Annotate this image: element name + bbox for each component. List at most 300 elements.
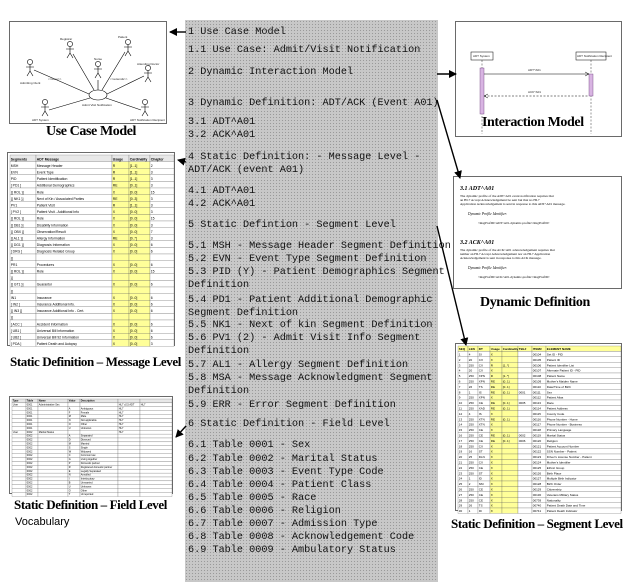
table-cell-text: [1..1] (129, 170, 138, 175)
table-cell-text: Patient Account Number (546, 444, 580, 449)
table-cell-text: Multiple Birth Indicator (546, 476, 577, 481)
table-cell (10, 254, 36, 261)
toc-entry: 5 Static Defintion - Segment Level (188, 220, 396, 231)
table-cell-text: Patient Alias (546, 395, 564, 400)
table-cell-text: 250 (468, 487, 474, 492)
table-cell (502, 459, 518, 464)
table-cell-text: [0..0] (129, 328, 138, 333)
table-cell-text: 3 (150, 210, 153, 215)
toc-entry: 6.8 Table 0008 - Acknowledgement Code (188, 532, 415, 543)
table-cell-text: R (68, 465, 71, 469)
table-header: SEQ (458, 347, 466, 352)
table-cell-text: 6 (150, 282, 153, 287)
table-cell-text: User (12, 403, 19, 407)
table-cell-text: M (68, 442, 71, 446)
table-cell-text: SSN Number - Patient (546, 449, 577, 454)
table-cell-text: CX (478, 460, 483, 465)
toc-entry: 4.1 ADT^A01 (188, 186, 256, 197)
table-cell-text: Religion (546, 438, 558, 443)
table-cell (118, 481, 140, 485)
table-cell-text: Procedures (36, 262, 55, 267)
table-cell-text: HL7 (118, 411, 124, 415)
table-cell (150, 261, 174, 268)
table-cell-text: 0001 (26, 423, 33, 426)
table-cell (38, 407, 68, 411)
table-cell (140, 438, 172, 442)
table-cell-text: 0006 (518, 438, 526, 443)
table-cell (502, 411, 518, 416)
table-cell (12, 454, 26, 458)
table-cell-text: Universal Bill 92 Information (36, 335, 80, 340)
table-cell-text: 0002 (26, 469, 33, 473)
table-cell-text: 250 (468, 428, 474, 433)
table-cell (38, 454, 68, 458)
table-cell-text: PID (10, 177, 17, 182)
table-cell-text: X (112, 243, 116, 248)
table-cell-text: 00111 (532, 390, 541, 395)
diagram-label: Attending Doctor (137, 62, 160, 66)
table-cell-text: CX (478, 444, 483, 449)
table-cell-text: Event Type (36, 170, 54, 175)
field-level-caption: Static Definition – Field Level (14, 497, 167, 512)
table-cell-text: Accident Information (36, 322, 68, 327)
table-cell-text: Common law (80, 454, 96, 458)
table-cell-text: X (112, 210, 116, 215)
table-cell-text: SI (478, 352, 482, 357)
actor-icon (144, 65, 152, 82)
table-cell-text: 6 (150, 243, 153, 248)
table-cell-text: 0002 (26, 462, 33, 465)
table-cell-text: [1..1] (129, 163, 138, 168)
table-cell (36, 274, 112, 281)
table-cell-text: [0..1] (502, 390, 510, 395)
toc-entry: 5.3 PID (Y) - Patient Demographics Segment (188, 267, 445, 278)
table-cell-text: R (112, 203, 116, 208)
table-cell (12, 426, 26, 430)
table-cell-text: TS (478, 384, 483, 389)
table-cell-text: RE (490, 390, 495, 395)
table-cell (12, 407, 26, 411)
table-cell (518, 405, 532, 410)
table-cell (140, 407, 172, 411)
table-cell-text: 8 (458, 390, 461, 395)
table-header: Segments (10, 157, 28, 162)
table-cell-text: [ UB2 ] (10, 335, 22, 340)
diagram-label: <<extends>> (110, 77, 128, 81)
table-cell-text: 6 (150, 309, 153, 314)
table-cell-text: Phone Number - Home (546, 417, 578, 422)
table-cell-text: Patient Identifier List (546, 363, 574, 368)
table-cell (118, 461, 140, 465)
table-cell-text: Patient Death Date and Time (546, 503, 586, 508)
table-cell-text: XPN (478, 379, 485, 384)
diagram-label: <<uses>> (48, 77, 62, 81)
table-cell-text: 00112 (532, 395, 541, 400)
table-cell-text: Driver's License Number - Patient (546, 455, 592, 460)
table-cell-text: XTN (478, 422, 485, 427)
toc-entry: 6.4 Table 0004 - Patient Class (188, 480, 372, 491)
table-cell-text: Guarantor (36, 282, 53, 287)
table-cell (36, 287, 112, 294)
table-cell-text: 00105 (532, 357, 542, 362)
table-cell (518, 454, 532, 459)
table-cell (38, 481, 68, 485)
table-cell-text: F (68, 411, 71, 415)
table-cell-text: HL7 v2.5 ADT (118, 403, 135, 407)
toc-entry: 5.5 NK1 - Next of kin Segment Definition (188, 320, 433, 331)
actor-icon (141, 99, 149, 116)
table-cell-text: 0002 (26, 454, 33, 458)
diagram-label: The dynamic profile of the ACK^A01 acknowledgement requires that (460, 248, 555, 252)
table-header: Name (38, 399, 46, 403)
table-cell (518, 470, 532, 475)
toc-entry: 4 Static Definition: - Message Level - (188, 152, 421, 163)
table-cell-text: 250 (468, 395, 474, 400)
table-cell-text: 6 (150, 335, 153, 340)
table-cell (150, 228, 174, 235)
table-cell (518, 476, 532, 481)
table-cell-text: [0..1] (502, 384, 510, 389)
table-cell-text: 2 (468, 482, 471, 487)
table-cell-text: 00123 (532, 455, 542, 460)
table-cell (118, 442, 140, 446)
table-cell (502, 508, 518, 513)
toc-entry: 6.7 Table 0007 - Admission Type (188, 519, 378, 530)
table-cell-text: 21 (458, 460, 463, 465)
table-cell-text: XAD (478, 406, 485, 411)
table-cell (38, 469, 68, 473)
table-cell-text: CE (478, 401, 483, 406)
table-cell (150, 274, 174, 281)
table-cell-text: X (490, 352, 493, 357)
table-cell (140, 489, 172, 493)
table-cell-text: CX (478, 363, 483, 368)
table-cell-text: Living together (80, 458, 98, 462)
table-cell (12, 438, 26, 442)
table-cell-text: HL7 (118, 430, 124, 434)
table-cell-text: 0001 (26, 415, 33, 419)
table-cell-text: Patient Address (546, 406, 568, 411)
message-level-thumbnail (7, 152, 175, 346)
table-cell-text: Next of Kin / Associated Parties (36, 196, 85, 201)
table-cell-text: Ethnic Group (546, 465, 565, 470)
table-cell-text: County Code (546, 411, 565, 416)
table-cell (546, 389, 621, 394)
table-cell-text: X (490, 428, 493, 433)
table-cell (118, 477, 140, 481)
table-cell-text: Role (36, 269, 44, 274)
table-cell-text: 00109 (532, 379, 542, 384)
diagram-label: Application Acknowledgement is sent in response to this ADT^A01 message. (460, 202, 566, 206)
table-header: Chapter (150, 157, 164, 162)
table-cell (150, 307, 174, 314)
table-cell-text: 250 (468, 406, 474, 411)
table-cell-text: 0002 (26, 450, 33, 454)
table-cell-text: X (490, 444, 493, 449)
table-cell-text: Registered domestic partner (80, 465, 113, 469)
table-cell-text: Unmarried (80, 481, 93, 485)
table-cell-text: TS (478, 503, 483, 508)
toc-entry: 6.1 Table 0001 - Sex (188, 440, 311, 451)
table-cell-text: Nationality (546, 498, 561, 503)
message-level-caption: Static Definition – Message Level (10, 354, 181, 369)
table-cell-text: 00121 (532, 444, 542, 449)
table-header: ADT Message (36, 157, 60, 162)
toc-entry: 6.2 Table 0002 - Marital Status (188, 454, 378, 465)
table-cell-text: [0..1] (502, 438, 510, 443)
toc-entry: 5.6 PV1 (2) - Admit Visit Info Segment (188, 333, 421, 344)
table-cell (112, 254, 129, 261)
table-cell (518, 411, 532, 416)
table-cell-text: Phone Number - Business (546, 422, 582, 427)
table-cell (10, 274, 36, 281)
toc-entry: 1 Use Case Model (188, 27, 286, 38)
table-cell-text: 250 (468, 438, 474, 443)
table-cell-text: Ambiguous (80, 407, 94, 411)
table-cell-text: RE (490, 417, 495, 422)
diagram-label: ADT^A01 (528, 68, 541, 72)
table-cell-text: [0..0] (129, 243, 138, 248)
table-cell-text: Marital Status (38, 430, 55, 434)
table-cell-text: RE (112, 236, 118, 241)
table-cell-text: X (490, 411, 493, 416)
table-cell-text: XPN (478, 374, 485, 379)
table-cell-text: [{ GT1 }] (10, 282, 24, 287)
table-cell-text: 00122 (532, 449, 542, 454)
table-cell (12, 461, 26, 465)
table-cell-text: 17 (458, 438, 463, 443)
table-cell-text: DLN (478, 455, 485, 460)
table-cell-text: 16 (468, 449, 473, 454)
table-cell-text: Sex (546, 390, 552, 395)
table-cell-text: [{ DB1 }] (10, 223, 24, 228)
table-cell-text: O (68, 489, 71, 493)
table-cell (38, 426, 68, 430)
table-cell (140, 411, 172, 415)
table-cell-text: }] (10, 276, 13, 281)
table-cell (518, 427, 532, 432)
table-cell (150, 313, 174, 320)
table-cell-text: [0..1] (502, 433, 510, 438)
table-cell-text: 00107 (532, 368, 542, 373)
table-cell-text: 20 (468, 368, 473, 373)
toc-entry: 3 Dynamic Definition: ADT/ACK (Event A01) (188, 98, 439, 109)
table-cell-text: Disability Information (36, 223, 69, 228)
table-cell (38, 446, 68, 450)
table-cell-text: 25 (468, 455, 473, 460)
table-cell (118, 454, 140, 458)
table-cell (502, 476, 518, 481)
table-cell-text: Diagnosis Related Group (36, 249, 75, 254)
table-cell (12, 415, 26, 419)
table-cell (12, 485, 26, 489)
table-cell (12, 411, 26, 415)
table-cell (140, 450, 172, 454)
toc-entry: 6.9 Table 0009 - Ambulatory Status (188, 545, 396, 556)
table-cell-text: 4 (458, 368, 461, 373)
table-cell (518, 443, 532, 448)
table-cell-text: R (490, 363, 493, 368)
table-cell (140, 419, 172, 423)
table-cell-text: N (68, 473, 71, 477)
table-cell (150, 175, 174, 182)
table-cell (518, 481, 532, 486)
table-cell-text: 4 (468, 411, 471, 416)
table-cell-text: A (68, 434, 71, 438)
diagram-label: ADT System (473, 54, 490, 58)
toc-entry: 2 Dynamic Interaction Model (188, 67, 354, 78)
table-cell (12, 422, 26, 426)
actor-icon (41, 99, 49, 116)
table-cell-text: 3 (150, 196, 153, 201)
table-cell (10, 313, 36, 320)
table-header: Description (80, 399, 95, 403)
table-cell-text: 15 (150, 269, 155, 274)
table-cell-text: 00113 (532, 401, 541, 406)
table-cell-text: CE (478, 438, 483, 443)
table-cell (140, 485, 172, 489)
table-cell-text: User (12, 430, 19, 434)
table-cell-text: X (112, 229, 116, 234)
table-cell-text: 12 (458, 411, 463, 416)
use-case-ellipse (89, 90, 107, 100)
table-cell-text: R (490, 374, 493, 379)
table-cell-text: [{ ROL }] (10, 269, 24, 274)
table-cell-text: X (490, 460, 493, 465)
table-cell-text: [{ AL1 }] (10, 236, 23, 241)
table-cell (140, 477, 172, 481)
table-cell (140, 465, 172, 469)
table-cell-text: Insurance Additional Info. (36, 302, 75, 307)
table-cell-text: E (68, 469, 71, 473)
table-cell-text: [ PDA ] (10, 342, 22, 347)
table-cell-text: XPN (478, 395, 485, 400)
table-cell-text: X (112, 216, 116, 221)
table-cell (518, 508, 532, 513)
table-cell (502, 470, 518, 475)
toc-entry: 5.9 ERR - Error Segment Definition (188, 400, 396, 411)
table-cell-text: Female (80, 411, 90, 415)
table-cell (150, 234, 174, 241)
table-cell (150, 195, 174, 202)
table-cell (38, 419, 68, 423)
table-cell (80, 403, 118, 407)
table-cell-text: [0..0] (129, 210, 138, 215)
table-cell-text: 3 (150, 223, 153, 228)
table-cell-text: X (490, 455, 493, 460)
field-level-table (10, 397, 174, 495)
table-header: Usage (112, 157, 123, 162)
table-cell-text: CE (478, 465, 483, 470)
table-cell-text: X (112, 282, 116, 287)
table-cell-text: 0002 (26, 465, 33, 469)
table-cell (518, 373, 532, 378)
table-header: LEN (468, 347, 475, 352)
table-cell-text: Observation/Result (36, 229, 66, 234)
table-cell-text: [0..*] (129, 236, 137, 241)
table-cell-text: 26 (468, 384, 473, 389)
table-cell (36, 254, 112, 261)
actor-icon (26, 59, 34, 76)
table-cell-text: IN1 (10, 295, 17, 300)
diagram-label: Dynamic Profile Identifier: (468, 212, 508, 216)
table-cell (118, 485, 140, 489)
table-cell-text: 6 (150, 328, 153, 333)
table-cell-text: N (68, 419, 71, 423)
table-cell (140, 442, 172, 446)
table-cell (38, 442, 68, 446)
table-cell (140, 422, 172, 426)
table-cell-text: 6 (458, 379, 461, 384)
table-cell-text: 3 (150, 236, 153, 241)
table-cell-text: Unknown (80, 426, 92, 430)
table-cell (502, 454, 518, 459)
table-cell-text: 9 (458, 395, 461, 400)
table-cell (150, 294, 174, 301)
diagram-label: Registrar (60, 37, 73, 41)
table-cell (150, 280, 174, 287)
table-cell-text: MSH (10, 163, 19, 168)
table-cell (150, 333, 174, 340)
table-cell (518, 395, 532, 400)
table-cell-text: 250 (468, 433, 474, 438)
table-cell (12, 442, 26, 446)
table-cell-text: [0..0] (129, 269, 138, 274)
table-cell (518, 459, 532, 464)
table-cell-text: 250 (468, 422, 474, 427)
table-cell-text: 23 (458, 471, 463, 476)
diagram-label: Admitting Clerk (20, 81, 41, 85)
table-cell-text: 0001 (518, 390, 526, 395)
table-cell-text: 0002 (26, 446, 33, 450)
table-cell-text: HL7 (118, 419, 124, 423)
table-cell-text: 00108 (532, 374, 542, 379)
table-cell (150, 241, 174, 248)
actor-icon (66, 41, 74, 58)
table-cell-text: [1..1] (129, 203, 138, 208)
table-cell (150, 168, 174, 175)
table-cell (518, 503, 532, 508)
toc-entry: 5.1 MSH - Message Header Segment Definition (188, 241, 451, 252)
table-cell-text: Mother's Maiden Name (546, 379, 578, 384)
table-cell (118, 465, 140, 469)
diagram-label: ADT Notification Recipient (130, 118, 165, 122)
table-cell-text: 250 (468, 363, 474, 368)
table-cell-text: Role (36, 216, 44, 221)
table-cell-text: HL7 (118, 407, 124, 411)
table-cell-text: 00119 (532, 433, 541, 438)
table-cell-text: CX (478, 357, 483, 362)
table-cell-text: RE (112, 183, 118, 188)
toc-entry: 5.4 PD1 - Patient Additional Demographic (188, 295, 433, 306)
table-cell-text: [0..0] (129, 282, 138, 287)
segment-level-caption: Static Definition – Segment Level (451, 516, 623, 531)
table-cell-text: X (490, 357, 493, 362)
table-cell-text: Separated (80, 434, 93, 438)
table-cell-text: 14 (458, 422, 463, 427)
diagram-label: neither an HL7 Accept Acknowledgement nor an HL7 Application (460, 252, 551, 256)
table-cell-text: Patient Death Indicator (546, 509, 578, 514)
table-cell-text: [0..1] (502, 379, 510, 384)
table-cell (502, 351, 518, 356)
use-case-model-thumbnail (9, 21, 167, 124)
table-cell-text: 7 (150, 229, 153, 234)
table-cell (150, 300, 174, 307)
diagram-label: Admit Visit Notification (82, 103, 112, 107)
interaction-model-caption: Interaction Model (482, 115, 584, 130)
table-cell-text: 4 (468, 352, 471, 357)
table-cell-text: Diagnosis Information (36, 243, 70, 248)
